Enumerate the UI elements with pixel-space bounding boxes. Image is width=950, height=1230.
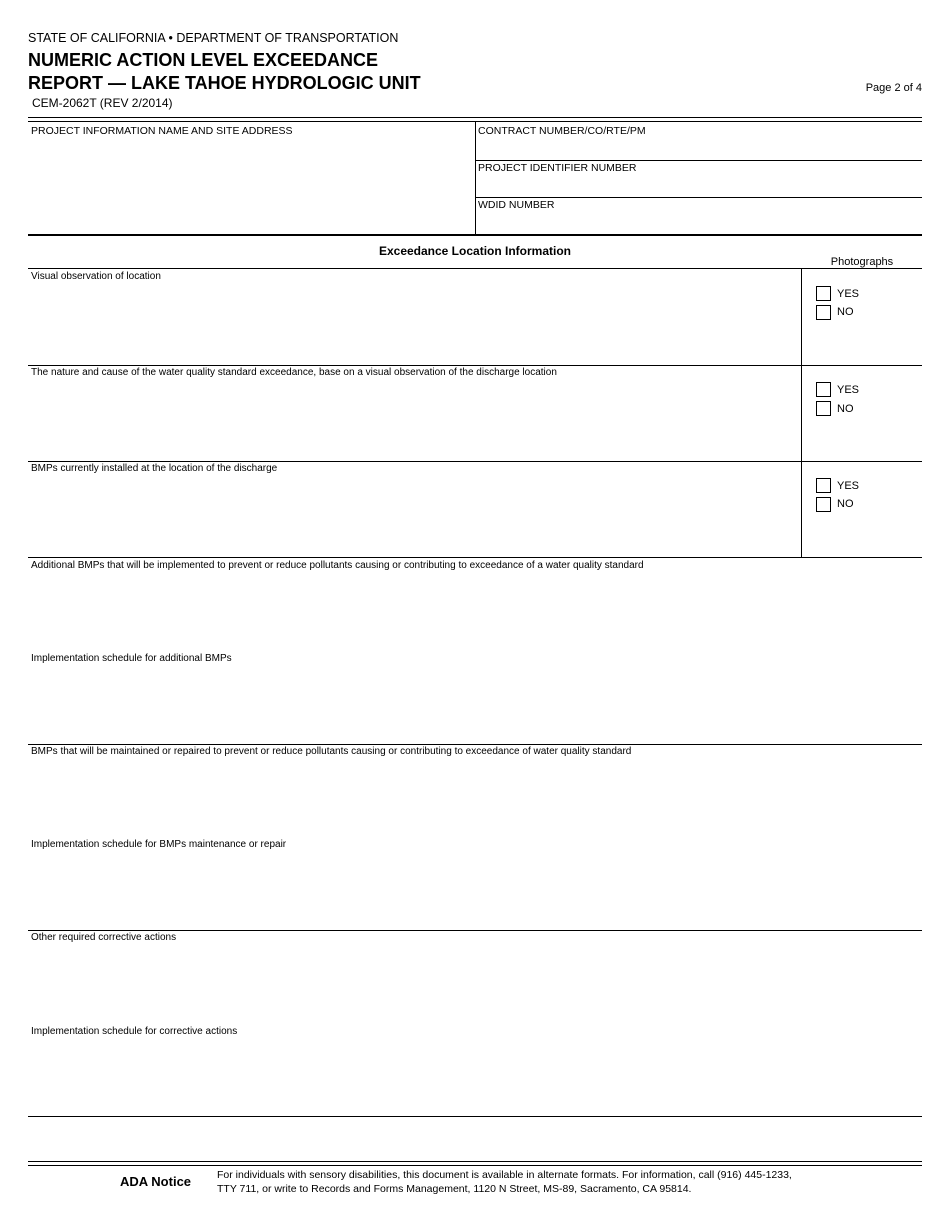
maintained-bmps-field[interactable] (29, 759, 921, 837)
contract-number-label: CONTRACT NUMBER/CO/RTE/PM (478, 125, 646, 137)
bmps-photographs-yes-checkbox[interactable] (816, 478, 831, 493)
other-actions-field[interactable] (29, 945, 921, 1023)
section-rule-3 (28, 1116, 922, 1117)
other-actions-label: Other required corrective actions (31, 932, 177, 943)
project-identifier-field[interactable] (477, 175, 921, 196)
nature-photographs-no-checkbox[interactable] (816, 401, 831, 416)
project-rule-1 (475, 160, 922, 161)
project-divider (475, 121, 476, 235)
exceedance-heading-rule (28, 268, 922, 269)
bmps-installed-label: BMPs currently installed at the location of the discharge (31, 463, 278, 474)
footer-rule-2 (28, 1165, 922, 1166)
ada-notice-title: ADA Notice (120, 1174, 192, 1189)
page-number: Page 2 of 4 (865, 82, 922, 94)
bmps-installed-field[interactable] (29, 476, 799, 556)
project-name-address-label: PROJECT INFORMATION NAME AND SITE ADDRESS (31, 125, 293, 137)
visual-photographs-no-label: NO (837, 306, 854, 318)
ada-notice-line2: TTY 711, or write to Records and Forms Management, 1120 N Street, MS-89, Sacramento, CA 95814. (217, 1183, 692, 1195)
additional-bmps-label: Additional BMPs that will be implemented to prevent or reduce pollutants causing or contributing to exceedance of a water quality standard (31, 560, 644, 571)
section-rule-1 (28, 744, 922, 745)
row-rule-1 (28, 365, 922, 366)
wdid-number-field[interactable] (477, 212, 921, 233)
top-rule-1 (28, 117, 922, 118)
additional-schedule-field[interactable] (29, 666, 921, 742)
corrective-schedule-label: Implementation schedule for corrective actions (31, 1026, 238, 1037)
nature-cause-field[interactable] (29, 380, 799, 460)
bmps-photographs-yes-label: YES (837, 480, 860, 492)
visual-observation-field[interactable] (29, 284, 799, 364)
photographs-label: Photographs (830, 256, 894, 268)
maintenance-schedule-field[interactable] (29, 852, 921, 928)
ada-notice-line1: For individuals with sensory disabilities, this document is available in alternate formats. For information, call (916) 445-1233, (217, 1169, 792, 1181)
row-rule-2 (28, 461, 922, 462)
form-title-line2: REPORT — LAKE TAHOE HYDROLOGIC UNIT (28, 73, 421, 93)
visual-photographs-no-checkbox[interactable] (816, 305, 831, 320)
form-title-line1: NUMERIC ACTION LEVEL EXCEEDANCE (28, 50, 379, 70)
nature-photographs-yes-checkbox[interactable] (816, 382, 831, 397)
exceedance-heading: Exceedance Location Information (378, 244, 572, 258)
photographs-divider (801, 268, 802, 558)
maintenance-schedule-label: Implementation schedule for BMPs maintenance or repair (31, 839, 287, 850)
bmps-photographs-no-label: NO (837, 498, 854, 510)
corrective-schedule-field[interactable] (29, 1039, 921, 1115)
visual-photographs-yes-label: YES (837, 288, 860, 300)
maintained-bmps-label: BMPs that will be maintained or repaired to prevent or reduce pollutants causing or contributing to exceedance of water quality standard (31, 746, 632, 757)
wdid-number-label: WDID NUMBER (478, 199, 555, 211)
visual-observation-label: Visual observation of location (31, 271, 161, 282)
project-identifier-label: PROJECT IDENTIFIER NUMBER (478, 162, 637, 174)
agency-line: STATE OF CALIFORNIA • DEPARTMENT OF TRANSPORTATION (28, 31, 399, 45)
bmps-photographs-no-checkbox[interactable] (816, 497, 831, 512)
additional-schedule-label: Implementation schedule for additional BMPs (31, 653, 232, 664)
project-name-address-field[interactable] (29, 138, 473, 233)
project-bottom-rule (28, 234, 922, 236)
form-number: CEM-2062T (REV 2/2014) (32, 96, 173, 110)
section-rule-2 (28, 930, 922, 931)
nature-photographs-yes-label: YES (837, 384, 860, 396)
nature-photographs-no-label: NO (837, 403, 854, 415)
visual-photographs-yes-checkbox[interactable] (816, 286, 831, 301)
contract-number-field[interactable] (477, 138, 921, 159)
row-rule-3 (28, 557, 922, 558)
footer-rule-1 (28, 1161, 922, 1162)
additional-bmps-field[interactable] (29, 573, 921, 651)
nature-cause-label: The nature and cause of the water quality standard exceedance, base on a visual observation of the discharge location (31, 367, 557, 378)
project-rule-2 (475, 197, 922, 198)
